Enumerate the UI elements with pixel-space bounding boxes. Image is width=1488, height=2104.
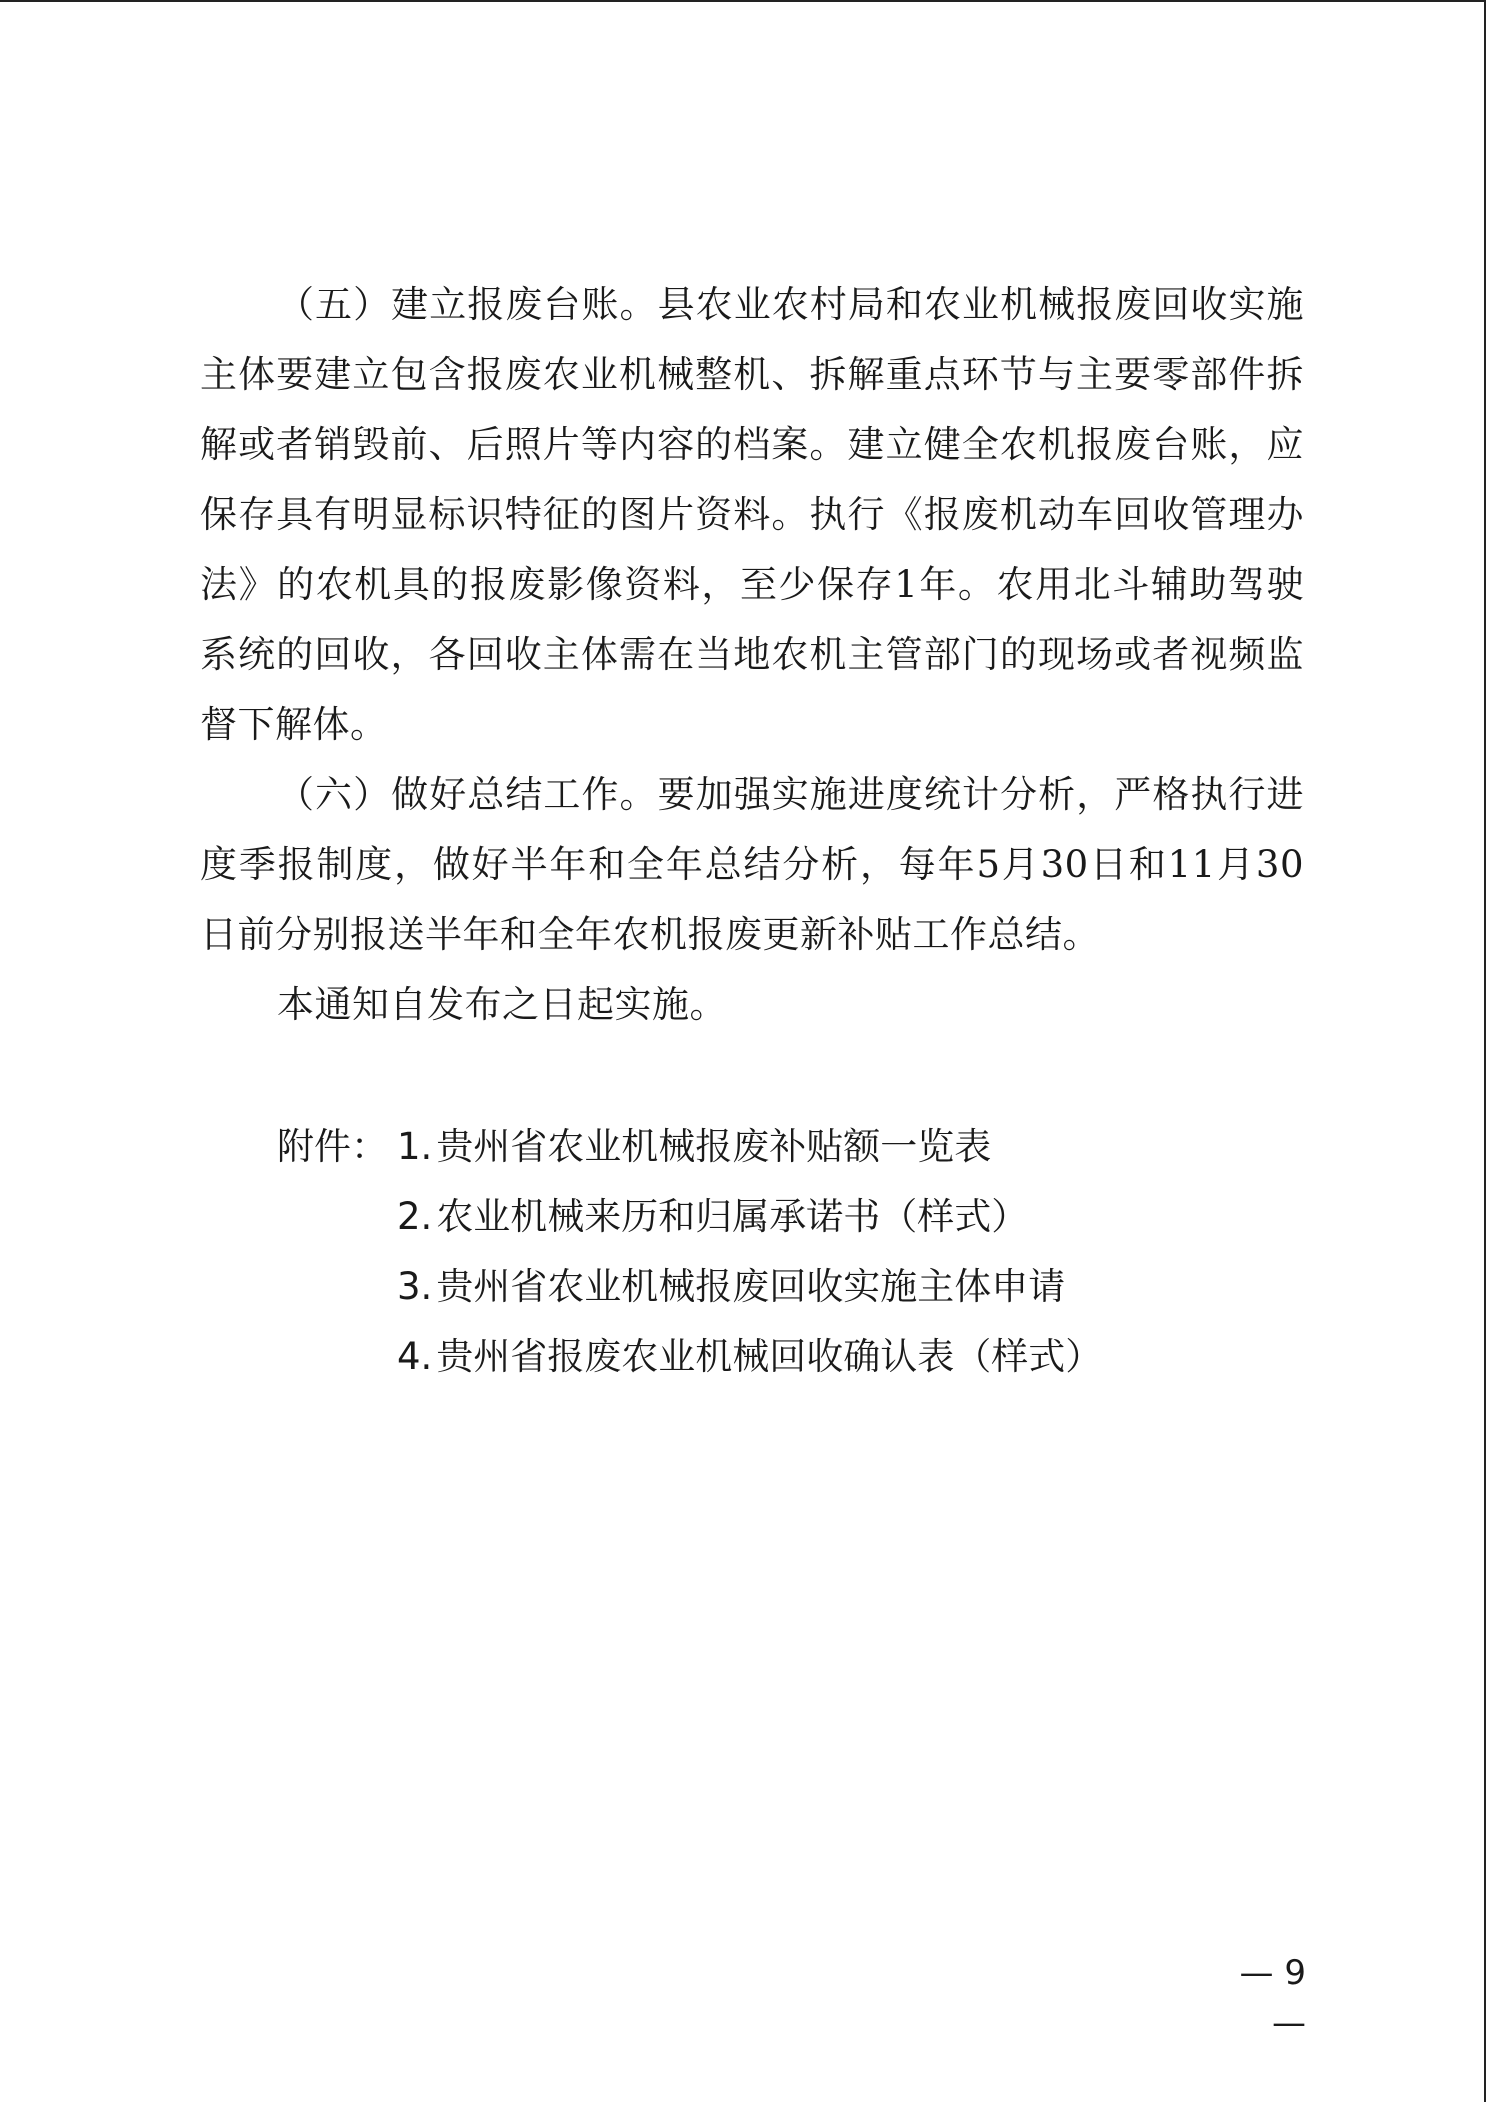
page-number: — 9 — [1239,1953,1306,2043]
attachment-label-spacer [277,1182,397,1252]
attachment-number: 2. [397,1195,433,1238]
document-body [200,270,1304,1040]
paragraph-text-5: 县农业农村局和农业机械报废回收实施主体要建立包含报废农业机械整机、拆解重点环节与主要零部件拆解或者销毁前、后照片等内容的档案。建立健全农机报废台账，应保存具有明显标识特征的图片资料。执行《报废机动车回收管理办法》的农机具的报废影像资料，至少保存1年。农用北斗辅助驾驶系统的回收，各回收主体需在当地农机主管部门的现场或者视频监督下解体。 [200,283,1305,746]
section-heading-6: （六）做好总结工作。 [277,773,658,816]
paragraph-text-6: 要加强实施进度统计分析，严格执行进度季报制度，做好半年和全年总结分析，每年5月30日和11月30日前分别报送半年和全年农机报废更新补贴工作总结。 [200,773,1305,956]
attachment-title: 贵州省农业机械报废回收实施主体申请 [436,1265,1066,1308]
attachment-number: 4. [397,1335,433,1378]
paragraph-summary-work [200,760,1304,970]
attachment-title: 贵州省农业机械报废补贴额一览表 [436,1125,992,1168]
attachment-number: 1. [397,1125,433,1168]
attachment-label-spacer [277,1322,397,1392]
paragraph-record-ledger [200,270,1304,760]
attachment-number: 3. [397,1265,433,1308]
attachment-label-spacer [277,1252,397,1322]
paragraph-effective-date [200,970,1304,1040]
attachment-item [277,1182,1277,1252]
attachment-item [277,1112,1277,1182]
attachment-item [277,1252,1277,1322]
attachment-title: 贵州省报废农业机械回收确认表（样式） [436,1335,1103,1378]
attachment-list [277,1112,1277,1392]
section-heading-5: （五）建立报废台账。 [277,283,658,326]
attachment-title: 农业机械来历和归属承诺书（样式） [436,1195,1029,1238]
attachment-item [277,1322,1277,1392]
attachment-label: 附件： [277,1125,388,1168]
paragraph-text-effective: 本通知自发布之日起实施。 [277,983,727,1026]
